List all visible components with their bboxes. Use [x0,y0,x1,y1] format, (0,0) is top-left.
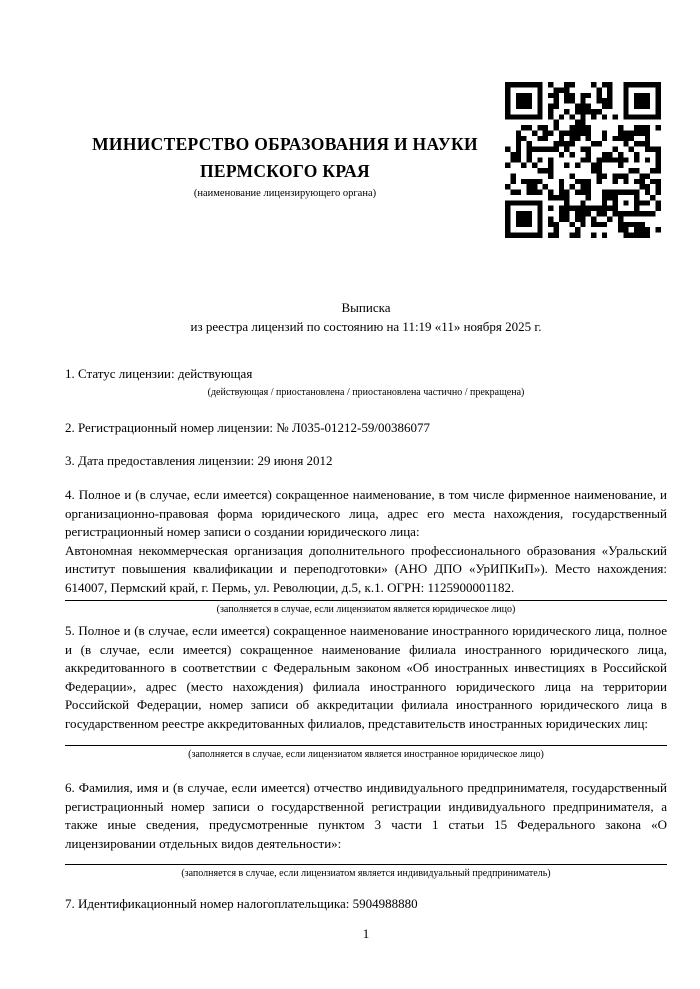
foreign-entity-value [65,734,667,743]
section-legal-entity [65,486,667,617]
foreign-entity-description: 5. Полное и (в случае, если имеется) сокращенное наименование иностранного юридического лица, полное и (в случае, если имеется) сокращенное наименование филиала иностранного юридического лица, аккредитованного в соответствии с Федеральным законом «Об иностранных инвестициях в Российской Федерации», адрес (место нахождения) филиала иностранного юридического лица на территории Российской Федерации, номер записи об аккредитации филиала иностранного юридического лица в государственном реестре аккредитованных филиалов, представительств иностранных юридических лиц: [65,623,667,731]
legal-entity-value: Автономная некоммерческая организация дополнительного профессионального образования «Уральский институт повышения квалификации и переподготовки» (АНО ДПО «УрИПКиП»). Место нахождения: 614007, Пермский край, г. Пермь, ул. Революции, д.5, к.1. ОГРН: 1125900001182. [65,542,667,595]
ministry-name-line2: ПЕРМСКОГО КРАЯ [200,161,370,181]
individual-entrepreneur-fill-rule [65,864,667,865]
license-status-line: 1. Статус лицензии: действующая [65,366,253,381]
individual-entrepreneur-caption: (заполняется в случае, если лицензиатом является индивидуальный предприниматель) [181,868,551,880]
section-taxpayer-id [65,895,667,914]
ministry-caption: (наименование лицензирующего органа) [193,188,377,199]
section-grant-date [65,452,667,471]
legal-entity-fill-rule [65,600,667,601]
document-subtitle: из реестра лицензий по состоянию на 11:19 «11» ноября 2025 г. [190,318,542,334]
foreign-entity-caption: (заполняется в случае, если лицензиатом является иностранное юридическое лицо) [188,748,544,760]
document-title: Выписка [341,300,391,315]
licensing-authority-header [65,131,505,201]
license-status-options-caption: (действующая / приостановлена / приостановлена частично / прекращена) [207,386,525,398]
legal-entity-description: 4. Полное и (в случае, если имеется) сокращенное наименование, в том числе фирменное наименование, и организационно-правовая форма юридического лица, адрес его места нахождения, государственный регистрационный номер записи о создании юридического лица: [65,487,667,540]
section-individual-entrepreneur [65,779,667,881]
legal-entity-caption: (заполняется в случае, если лицензиатом является юридическое лицо) [216,603,516,615]
individual-entrepreneur-description: 6. Фамилия, имя и (в случае, если имеется) отчество индивидуального предпринимателя, государственный регистрационный номер записи о государственной регистрации индивидуального предпринимателя, а также иные сведения, предусмотренные пунктом 3 части 1 статьи 15 Федерального закона «О лицензировании отдельных видов деятельности»: [65,780,667,851]
qr-code [505,82,661,238]
section-registration-number [65,419,667,438]
foreign-entity-fill-rule [65,745,667,746]
registration-number-line: 2. Регистрационный номер лицензии: № Л035-01212-59/00386077 [65,420,431,435]
section-foreign-entity [65,622,667,762]
individual-entrepreneur-value [65,853,667,862]
qr-code-canvas [505,82,661,238]
ministry-name-line1: МИНИСТЕРСТВО ОБРАЗОВАНИЯ И НАУКИ [92,134,478,154]
taxpayer-id-line: 7. Идентификационный номер налогоплательщика: 5904988880 [65,896,418,911]
page-number: 1 [362,926,370,941]
grant-date-line: 3. Дата предоставления лицензии: 29 июня 2012 [65,453,333,468]
document-title-block [65,299,667,336]
section-license-status [65,365,667,400]
